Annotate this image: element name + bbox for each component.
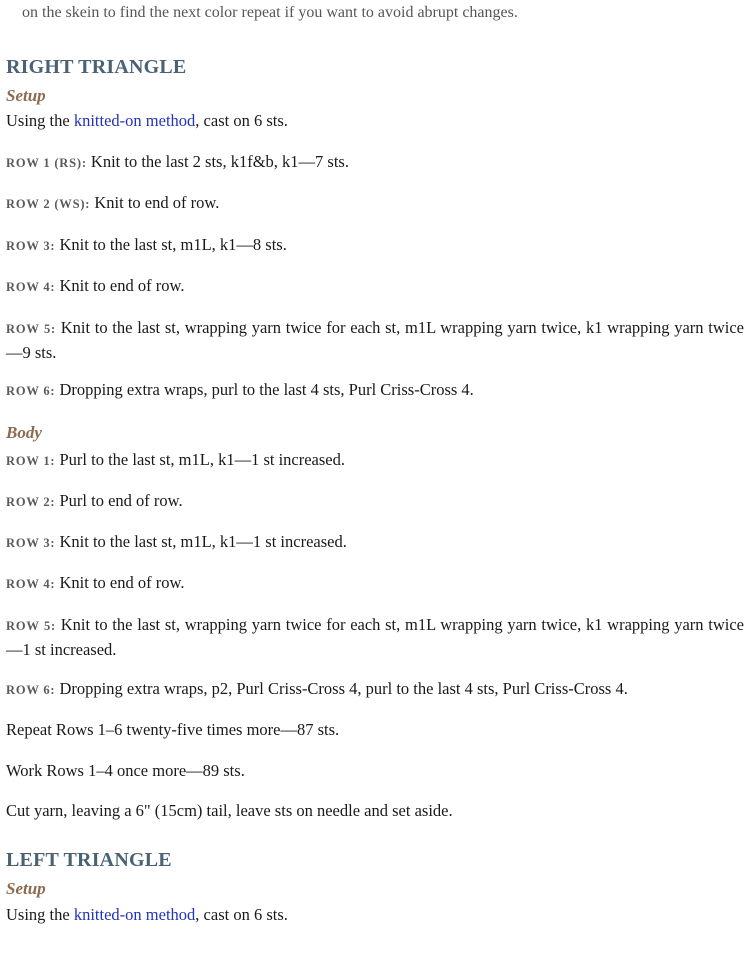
row-label: ROW 2: [6,495,56,509]
right-setup-row-6 [6,378,744,403]
right-setup-instruction [6,109,744,132]
right-setup-row-4 [6,274,744,299]
left-setup-subheading: Setup [6,879,46,898]
right-setup-row-3 [6,233,744,258]
row-text: Knit to the last st, m1L, k1—8 sts. [55,235,287,254]
row-text: Dropping extra wraps, p2, Purl Criss-Cross 4, purl to the last 4 sts, Purl Criss-Cross 4. [55,679,628,698]
setup-text-before: Using the [6,905,74,924]
right-setup-row-5 [6,316,744,364]
row-label: ROW 4: [6,577,56,591]
left-triangle-heading: LEFT TRIANGLE [6,849,172,871]
row-text: Dropping extra wraps, purl to the last 4 sts, Purl Criss-Cross 4. [55,380,474,399]
row-label: ROW 5: [6,322,56,336]
row-text: Knit to end of row. [55,276,185,295]
row-label: ROW 3: [6,536,56,550]
setup-text-after: , cast on 6 sts. [195,111,288,130]
row-text: Knit to the last 2 sts, k1f&b, k1—7 sts. [86,152,349,171]
right-triangle-heading: RIGHT TRIANGLE [6,56,187,78]
right-body-row-1 [6,448,744,473]
row-text: Purl to the last st, m1L, k1—1 st increased. [55,450,346,469]
row-label: ROW 1: [6,454,56,468]
repeat-instruction: Repeat Rows 1–6 twenty-five times more—87 sts. [6,720,340,739]
row-label: ROW 6: [6,683,56,697]
cut-instruction: Cut yarn, leaving a 6" (15cm) tail, leave sts on needle and set aside. [6,801,453,820]
right-body-subheading: Body [6,423,42,442]
row-label: ROW 2 (WS): [6,197,91,211]
row-text: Knit to the last st, wrapping yarn twice for each st, m1L wrapping yarn twice, k1 wrapping yarn twice—1 st increased. [6,615,744,659]
right-body-row-6 [6,677,744,702]
setup-text-before: Using the [6,111,74,130]
row-label: ROW 4: [6,280,56,294]
left-setup-instruction [6,903,744,926]
right-body-row-5 [6,613,744,661]
row-label: ROW 3: [6,239,56,253]
knitted-on-method-link[interactable]: knitted-on method [73,111,196,130]
intro-text: on the skein to find the next color repeat if you want to avoid abrupt changes. [22,4,518,21]
row-label: ROW 6: [6,384,56,398]
right-body-row-4 [6,571,744,596]
row-text: Knit to end of row. [90,193,220,212]
row-text: Knit to the last st, m1L, k1—1 st increased. [55,532,347,551]
row-label: ROW 1 (RS): [6,156,87,170]
right-body-row-2 [6,489,744,514]
right-setup-row-2 [6,191,744,216]
right-body-row-3 [6,530,744,555]
knitted-on-method-link[interactable]: knitted-on method [73,905,196,924]
right-setup-row-1 [6,150,744,175]
row-text: Knit to the last st, wrapping yarn twice for each st, m1L wrapping yarn twice, k1 wrapping yarn twice—9 sts. [6,318,744,362]
work-instruction: Work Rows 1–4 once more—89 sts. [6,761,245,780]
row-text: Knit to end of row. [55,573,185,592]
right-setup-subheading: Setup [6,86,46,105]
row-label: ROW 5: [6,619,56,633]
row-text: Purl to end of row. [55,491,183,510]
setup-text-after: , cast on 6 sts. [195,905,288,924]
